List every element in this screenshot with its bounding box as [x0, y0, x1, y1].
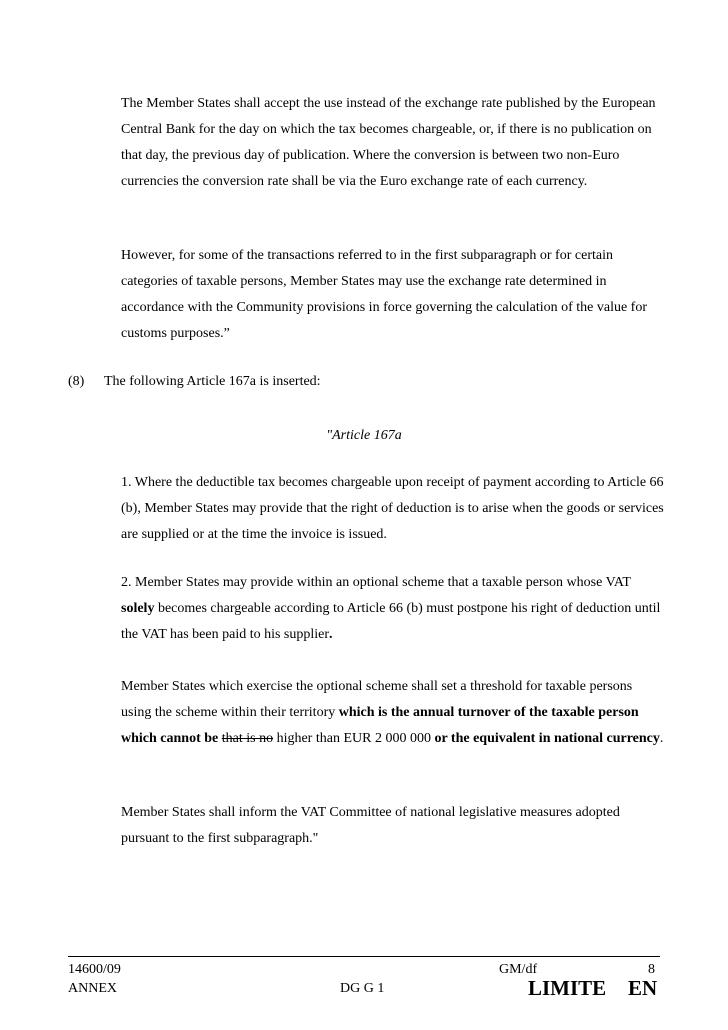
list-item-8	[68, 372, 321, 392]
bold-run: solely	[121, 601, 155, 616]
footer-divider	[68, 956, 660, 957]
exchange-rate-paragraph: The Member States shall accept the use instead of the exchange rate published by the European Central Bank for the day on which the tax becomes chargeable, or, if there is no publication on that day, the previous day of publication. Where the conversion is between two non-Euro currencies the conversion rate shall be via the Euro exchange rate of each currency.	[121, 96, 656, 189]
threshold-paragraph	[121, 674, 666, 752]
text-run: higher than EUR 2 000 000	[273, 731, 435, 746]
vat-committee-paragraph: Member States shall inform the VAT Committee of national legislative measures adopted pursuant to the first subparagraph."	[121, 805, 620, 846]
footer-initials: GM/df	[499, 962, 538, 977]
footer-classification: LIMITE	[528, 976, 607, 1000]
struck-text: that is no	[221, 731, 274, 746]
text-run: .	[659, 731, 664, 746]
footer-doc-number: 14600/09	[68, 962, 121, 977]
customs-exchange-paragraph: However, for some of the transactions referred to in the first subparagraph or for certain categories of taxable persons, Member States may use the exchange rate determined in accordance with the Community provisions in force governing the calculation of the value for customs purposes.”	[121, 248, 648, 341]
footer-annex: ANNEX	[68, 981, 117, 996]
article-paragraph-1: 1. Where the deductible tax becomes chargeable upon receipt of payment according to Article 66 (b), Member States may provide that the right of deduction is to arise when the goods or services are supplied or at the time the invoice is issued.	[121, 475, 664, 542]
article-paragraph-2	[121, 570, 666, 648]
footer-dg: DG G 1	[340, 981, 385, 996]
text-run: Member States which exercise the optional scheme shall set a threshold for taxable persons using the scheme within their territory	[121, 679, 633, 720]
article-title-text: "Article 167a	[326, 428, 402, 443]
footer-page-number: 8	[648, 962, 655, 977]
text-run: becomes chargeable according to Article 66 (b) must postpone his right of deduction until the VAT has been paid to his supplier	[121, 601, 661, 642]
bold-run: which is the annual turnover of the taxable person which cannot be	[121, 705, 639, 746]
item-text: The following Article 167a is inserted:	[104, 374, 321, 389]
bold-run: or the equivalent in national currency	[434, 731, 660, 746]
text-run: 2. Member States may provide within an optional scheme that a taxable person whose VAT	[121, 575, 631, 590]
bold-run: .	[329, 627, 333, 642]
article-title	[0, 426, 728, 446]
item-number: (8)	[68, 374, 85, 389]
footer-language: EN	[628, 976, 658, 1000]
